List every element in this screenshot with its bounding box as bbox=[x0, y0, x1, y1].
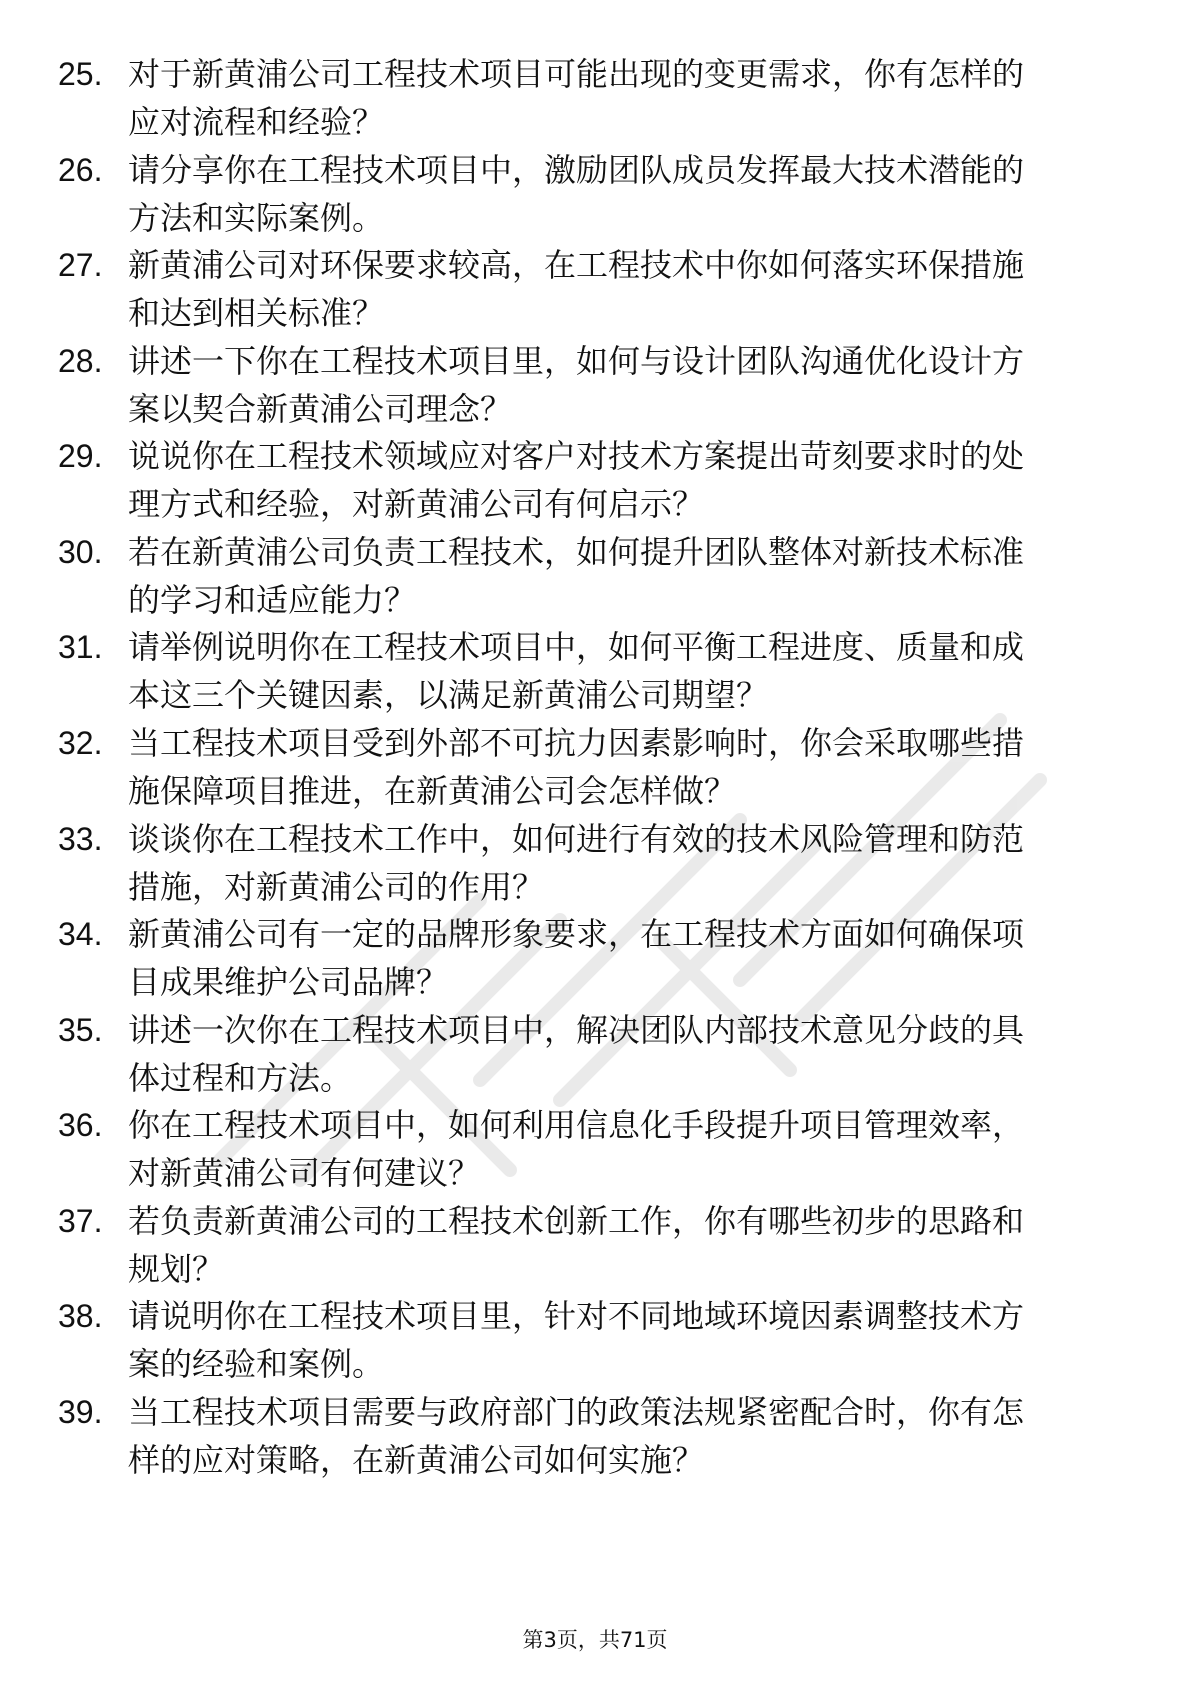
item-number: 34. bbox=[58, 916, 103, 952]
item-number: 35. bbox=[58, 1012, 103, 1048]
item-text-line: 样的应对策略，在新黄浦公司如何实施？ bbox=[128, 1441, 705, 1479]
item-text bbox=[128, 719, 1128, 815]
item-text bbox=[128, 432, 1128, 528]
item-number: 38. bbox=[58, 1298, 103, 1334]
item-text bbox=[128, 1197, 1128, 1293]
item-number: 29. bbox=[58, 438, 103, 474]
item-text bbox=[128, 146, 1128, 242]
item-number: 25. bbox=[58, 56, 103, 92]
item-number: 26. bbox=[58, 152, 103, 188]
item-text-line: 体过程和方法。 bbox=[128, 1059, 353, 1097]
item-text-line: 措施，对新黄浦公司的作用？ bbox=[128, 868, 545, 906]
item-text-line: 方法和实际案例。 bbox=[128, 199, 385, 237]
item-text-line: 当工程技术项目需要与政府部门的政策法规紧密配合时，你有怎 bbox=[128, 1393, 1025, 1431]
item-text bbox=[128, 528, 1128, 624]
item-text-line: 本这三个关键因素，以满足新黄浦公司期望？ bbox=[128, 676, 769, 714]
item-text-line: 请举例说明你在工程技术项目中，如何平衡工程进度、质量和成 bbox=[128, 628, 1025, 666]
page-footer: 第3页，共71页 bbox=[522, 1628, 668, 1652]
item-text-line: 案的经验和案例。 bbox=[128, 1345, 385, 1383]
item-text-line: 谈谈你在工程技术工作中，如何进行有效的技术风险管理和防范 bbox=[128, 820, 1025, 858]
item-number: 28. bbox=[58, 343, 103, 379]
item-number: 30. bbox=[58, 534, 103, 570]
item-text-line: 规划？ bbox=[128, 1250, 225, 1288]
item-text bbox=[128, 241, 1128, 337]
item-text bbox=[128, 1388, 1128, 1484]
item-number: 27. bbox=[58, 247, 103, 283]
item-text-line: 应对流程和经验？ bbox=[128, 103, 385, 141]
item-number: 37. bbox=[58, 1203, 103, 1239]
item-text-line: 当工程技术项目受到外部不可抗力因素影响时，你会采取哪些措 bbox=[128, 724, 1025, 762]
item-text-line: 和达到相关标准？ bbox=[128, 294, 385, 332]
item-text-line: 目成果维护公司品牌？ bbox=[128, 963, 449, 1001]
item-text bbox=[128, 815, 1128, 911]
item-text-line: 对于新黄浦公司工程技术项目可能出现的变更需求，你有怎样的 bbox=[128, 55, 1025, 93]
item-number: 33. bbox=[58, 821, 103, 857]
item-text-line: 新黄浦公司有一定的品牌形象要求，在工程技术方面如何确保项 bbox=[128, 915, 1025, 953]
item-text bbox=[128, 623, 1128, 719]
item-text-line: 你在工程技术项目中，如何利用信息化手段提升项目管理效率， bbox=[128, 1106, 1025, 1144]
item-number: 39. bbox=[58, 1394, 103, 1430]
item-text bbox=[128, 1101, 1128, 1197]
item-text-line: 说说你在工程技术领域应对客户对技术方案提出苛刻要求时的处 bbox=[128, 437, 1025, 475]
item-text-line: 新黄浦公司对环保要求较高，在工程技术中你如何落实环保措施 bbox=[128, 246, 1025, 284]
item-text bbox=[128, 1006, 1128, 1102]
item-number: 36. bbox=[58, 1107, 103, 1143]
item-text bbox=[128, 337, 1128, 433]
item-number: 31. bbox=[58, 629, 103, 665]
item-text-line: 讲述一下你在工程技术项目里，如何与设计团队沟通优化设计方 bbox=[128, 342, 1025, 380]
item-text-line: 的学习和适应能力？ bbox=[128, 581, 417, 619]
item-number: 32. bbox=[58, 725, 103, 761]
item-text-line: 理方式和经验，对新黄浦公司有何启示？ bbox=[128, 485, 705, 523]
item-text-line: 讲述一次你在工程技术项目中，解决团队内部技术意见分歧的具 bbox=[128, 1011, 1025, 1049]
item-text-line: 对新黄浦公司有何建议？ bbox=[128, 1154, 481, 1192]
item-text-line: 施保障项目推进，在新黄浦公司会怎样做？ bbox=[128, 772, 737, 810]
item-text-line: 若在新黄浦公司负责工程技术，如何提升团队整体对新技术标准 bbox=[128, 533, 1025, 571]
item-text-line: 若负责新黄浦公司的工程技术创新工作，你有哪些初步的思路和 bbox=[128, 1202, 1025, 1240]
item-text bbox=[128, 1292, 1128, 1388]
item-text-line: 案以契合新黄浦公司理念？ bbox=[128, 390, 513, 428]
item-text bbox=[128, 910, 1128, 1006]
item-text-line: 请说明你在工程技术项目里，针对不同地域环境因素调整技术方 bbox=[128, 1297, 1025, 1335]
item-text bbox=[128, 50, 1128, 146]
item-text-line: 请分享你在工程技术项目中，激励团队成员发挥最大技术潜能的 bbox=[128, 151, 1025, 189]
